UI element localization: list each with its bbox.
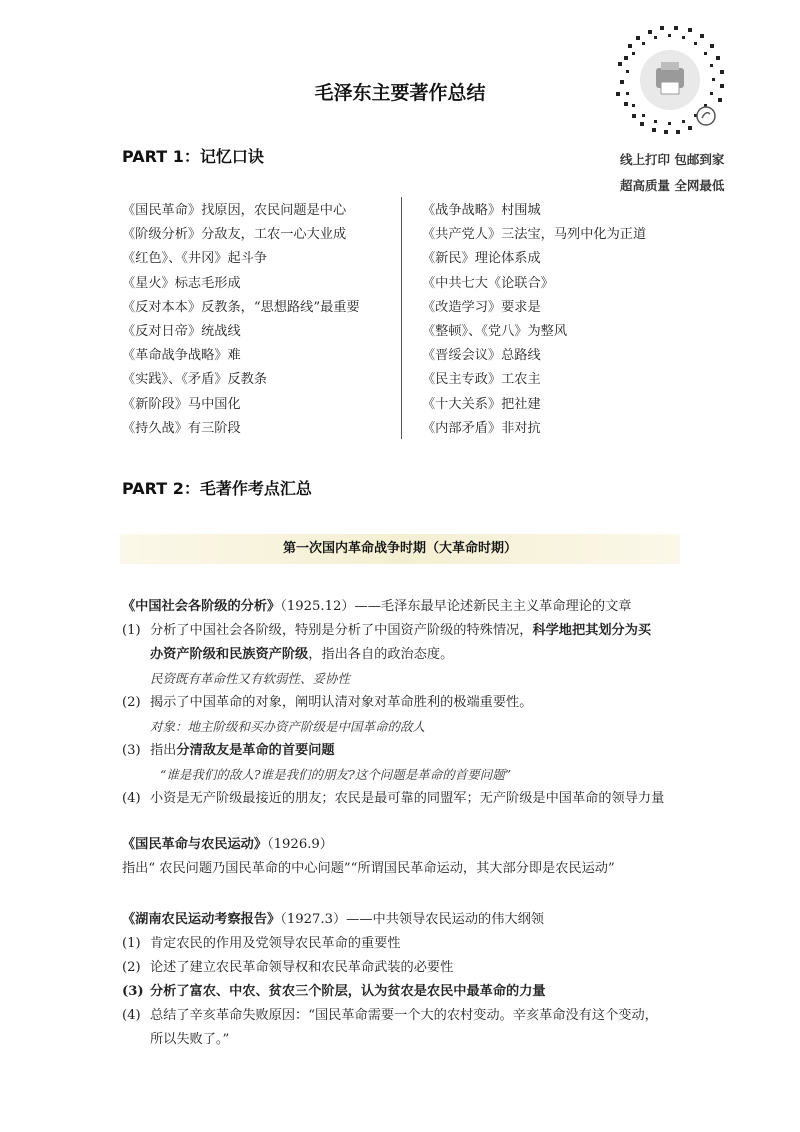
- section-national-revolution: [122, 833, 702, 881]
- point-item: [122, 932, 702, 956]
- period-band: 第一次国内革命战争时期（大革命时期）: [120, 534, 680, 564]
- list-item: 《整顿》、《党八》为整风: [422, 324, 568, 340]
- page-title: 毛泽东主要著作总结: [314, 82, 486, 104]
- point-bold: 科学地把其划分为买: [532, 623, 652, 638]
- point-bold: 分清敌友是革命的首要问题: [176, 743, 335, 758]
- list-item: 《持久战》有三阶段: [122, 420, 241, 436]
- list-item: 《新民》理论体系成: [422, 251, 541, 267]
- list-item: 《反对日帝》统战线: [122, 324, 241, 340]
- point-text: 论述了建立农民革命领导权和农民革命武装的必要性: [150, 960, 454, 975]
- list-item: 《阶级分析》分敌友，工农一心大业成: [122, 227, 347, 243]
- point-number: (4): [122, 1008, 141, 1023]
- list-item: 《改造学习》要求是: [422, 299, 541, 315]
- point-number: (3): [122, 984, 144, 999]
- point-item: [122, 691, 702, 715]
- list-item: 《中共七大《论联合》: [422, 275, 554, 291]
- list-item: 《红色》、《井冈》起斗争: [122, 251, 268, 267]
- list-item: 《实践》、《矛盾》反教条: [122, 372, 268, 388]
- mnemonic-left-column: [122, 199, 360, 441]
- point-number: (2): [122, 960, 141, 975]
- section-class-analysis: [122, 595, 702, 811]
- point-text: 分析了中国社会各阶级，特别是分析了中国资产阶级的特殊情况，: [150, 623, 533, 638]
- work-date-desc: （1927.3）——中共领导农民运动的伟大纲领: [280, 912, 544, 927]
- list-item: 《内部矛盾》非对抗: [422, 420, 541, 436]
- section-title: [122, 833, 702, 857]
- list-item: 《星火》标志毛形成: [122, 275, 241, 291]
- list-item: 《共产党人》三法宝，马列中化为正道: [422, 227, 647, 243]
- qr-code-icon[interactable]: [612, 22, 728, 138]
- list-item: 《新阶段》马中国化: [122, 396, 241, 412]
- work-title: 《中国社会各阶级的分析》: [122, 599, 281, 614]
- point-text: 总结了辛亥革命失败原因：“国民革命需要一个大的农村变动。辛亥革命没有这个变动，: [150, 1008, 658, 1023]
- work-date-desc: （1926.9）: [267, 837, 333, 852]
- point-item: [122, 956, 702, 980]
- part1-heading: PART 1：记忆口诀: [122, 147, 264, 166]
- section-text: 指出“ 农民问题乃国民革命的中心问题”“所谓国民革命运动，其大部分即是农民运动”: [122, 861, 615, 876]
- point-number: (4): [122, 791, 141, 806]
- point-item: [122, 619, 702, 643]
- point-bold: 办资产阶级和民族资产阶级: [150, 647, 309, 662]
- column-divider: [401, 197, 402, 439]
- point-number: (3): [122, 743, 141, 758]
- point-text: 肯定农民的作用及党领导农民革命的重要性: [150, 936, 401, 951]
- ad-line-1: 线上打印 包邮到家: [620, 152, 725, 167]
- point-text: ，指出各自的政治态度。: [308, 647, 454, 662]
- list-item: 《国民革命》找原因，农民问题是中心: [122, 203, 347, 218]
- list-item: 《战争战略》村围城: [422, 203, 541, 218]
- handwritten-note: 民资既有革命性又有软弱性、妥协性: [150, 671, 351, 686]
- point-text: 分析了富农、中农、贫农三个阶层，认为贫农是农民中最革命的力量: [150, 984, 546, 999]
- point-item: [122, 787, 702, 811]
- handwritten-note: 对象：地主阶级和买办资产阶级是中国革命的敌人: [150, 719, 426, 734]
- point-text: 小资是无产阶级最接近的朋友；农民是最可靠的同盟军；无产阶级是中国革命的领导力量: [150, 791, 665, 806]
- point-continuation: 所以失败了。”: [150, 1032, 230, 1047]
- point-text: 指出: [150, 743, 177, 758]
- point-continuation: [122, 643, 702, 667]
- list-item: 《十大关系》把社建: [422, 396, 541, 412]
- work-title: 《国民革命与农民运动》: [122, 837, 268, 852]
- list-item: 《晋绥会议》总路线: [422, 348, 541, 364]
- ad-line-2: 超高质量 全网最低: [620, 178, 725, 193]
- list-item: 《民主专政》工农主: [422, 372, 541, 388]
- part2-heading: PART 2：毛著作考点汇总: [122, 479, 312, 498]
- section-title: [122, 595, 702, 619]
- point-item: [122, 739, 702, 763]
- point-number: (1): [122, 623, 141, 638]
- handwritten-note: “谁是我们的敌人?谁是我们的朋友?这个问题是革命的首要问题”: [160, 767, 512, 782]
- point-number: (1): [122, 936, 141, 951]
- point-item: [122, 980, 702, 1004]
- work-date-desc: （1925.12）——毛泽东最早论述新民主主义革命理论的文章: [280, 599, 632, 614]
- work-title: 《湖南农民运动考察报告》: [122, 912, 281, 927]
- list-item: 《反对本本》反教条，“思想路线”最重要: [122, 299, 360, 315]
- mnemonic-right-column: [422, 199, 646, 441]
- point-item: [122, 1004, 702, 1028]
- list-item: 《革命战争战略》难: [122, 348, 241, 364]
- point-text: 揭示了中国革命的对象，阐明认清对象对革命胜利的极端重要性。: [150, 695, 533, 710]
- section-title: [122, 908, 702, 932]
- section-hunan-report: [122, 908, 702, 1052]
- point-number: (2): [122, 695, 141, 710]
